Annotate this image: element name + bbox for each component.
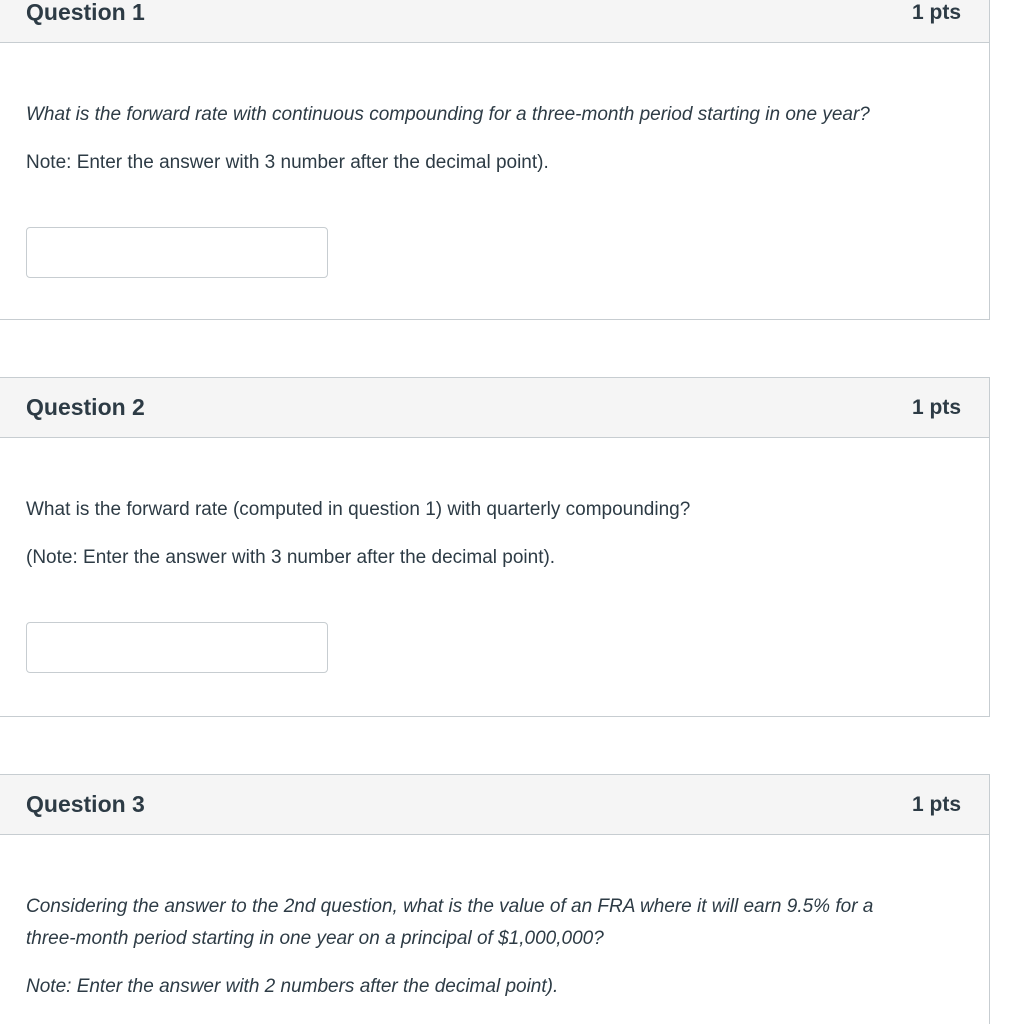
question-3-title: Question 3 <box>26 791 145 817</box>
question-2-body <box>0 438 989 673</box>
question-3-note: Note: Enter the answer with 2 numbers after the decimal point). <box>26 976 559 997</box>
question-1-points: 1 pts <box>911 0 961 24</box>
question-3-card <box>0 774 990 1024</box>
question-1-title: Question 1 <box>26 0 145 25</box>
question-1-answer-input[interactable] <box>26 227 328 278</box>
question-1-note: Note: Enter the answer with 3 number after the decimal point). <box>26 152 549 173</box>
question-2-header <box>0 378 989 438</box>
question-1-header <box>0 0 989 43</box>
question-2-note: (Note: Enter the answer with 3 number after the decimal point). <box>26 547 556 568</box>
question-3-body <box>0 835 989 1003</box>
question-3-points: 1 pts <box>911 792 961 816</box>
question-2-title: Question 2 <box>26 394 145 420</box>
question-3-header <box>0 775 989 835</box>
question-2-points: 1 pts <box>911 395 961 419</box>
question-3-text: Considering the answer to the 2nd question, what is the value of an FRA where it will earn 9.5% for a three-month period starting in one year on a principal of $1,000,000? <box>26 896 874 949</box>
question-2-answer-input[interactable] <box>26 622 328 673</box>
question-2-text: What is the forward rate (computed in question 1) with quarterly compounding? <box>26 499 691 520</box>
question-1-text: What is the forward rate with continuous compounding for a three-month period starting in one year? <box>26 104 870 125</box>
question-2-card <box>0 377 990 717</box>
question-1-card <box>0 0 990 320</box>
question-1-body <box>0 43 989 278</box>
